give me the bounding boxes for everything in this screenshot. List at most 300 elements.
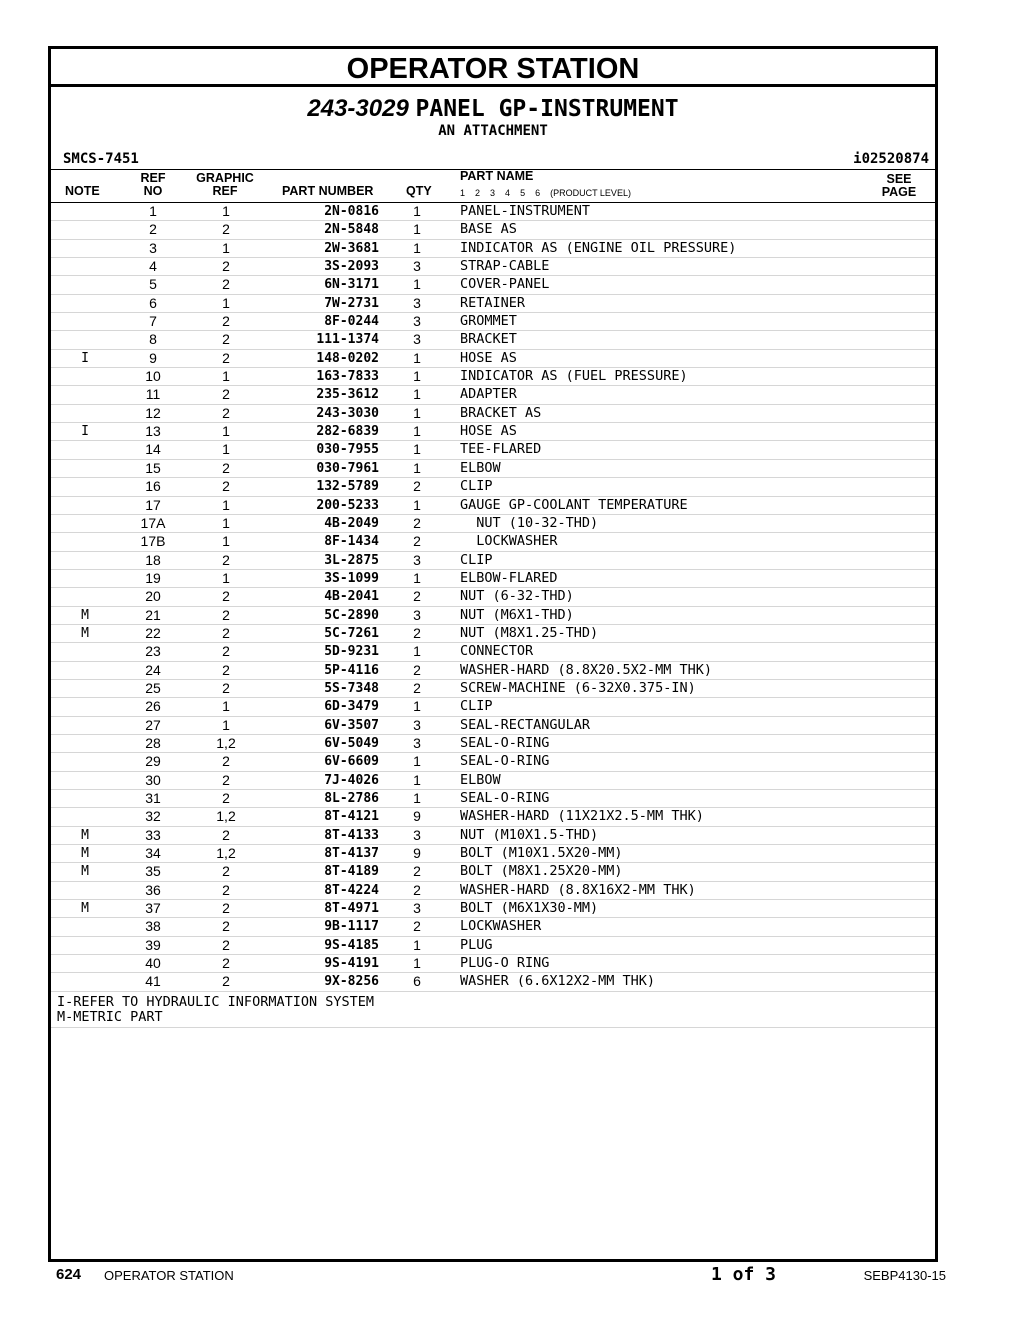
row-part-name: ELBOW-FLARED: [460, 569, 558, 586]
row-part-number: 9S-4185: [324, 937, 379, 953]
row-ref-no: 10: [145, 368, 161, 385]
row-part-number: 8T-4971: [324, 901, 379, 917]
row-ref-no: 21: [145, 606, 161, 623]
table-row: [51, 882, 935, 900]
row-qty: 3: [413, 331, 421, 348]
table-row: [51, 368, 935, 386]
table-row: [51, 625, 935, 643]
row-graphic-ref: 2: [222, 955, 230, 972]
row-note: M: [81, 901, 89, 917]
row-part-name: NUT (M8X1.25-THD): [460, 624, 599, 641]
row-graphic-ref: 2: [222, 404, 230, 421]
row-graphic-ref: 2: [222, 551, 230, 568]
row-qty: 1: [413, 771, 421, 788]
row-part-number: 235-3612: [316, 387, 379, 403]
row-part-number: 243-3030: [316, 405, 379, 421]
level-1: 1: [460, 188, 466, 198]
row-graphic-ref: 2: [222, 826, 230, 843]
table-row: [51, 735, 935, 753]
row-part-number: 3S-1099: [324, 570, 379, 586]
row-graphic-ref: 1: [222, 239, 230, 256]
row-qty: 3: [413, 716, 421, 733]
row-ref-no: 17A: [140, 514, 166, 531]
row-part-number: 8F-1434: [324, 534, 379, 550]
row-ref-no: 24: [145, 661, 161, 678]
table-row: [51, 607, 935, 625]
row-graphic-ref: 1: [222, 569, 230, 586]
row-ref-no: 15: [145, 459, 161, 476]
parts-page-frame: [48, 46, 938, 1262]
level-3: 3: [490, 188, 496, 198]
row-qty: 1: [413, 441, 421, 458]
row-part-name: ELBOW: [460, 771, 501, 788]
row-part-number: 4B-2049: [324, 515, 379, 531]
table-row: [51, 588, 935, 606]
row-graphic-ref: 1: [222, 423, 230, 440]
row-graphic-ref: 2: [222, 881, 230, 898]
notes-block: [51, 992, 935, 1028]
row-qty: 2: [413, 918, 421, 935]
row-qty: 9: [413, 808, 421, 825]
row-ref-no: 36: [145, 881, 161, 898]
row-graphic-ref: 2: [222, 973, 230, 990]
row-qty: 2: [413, 588, 421, 605]
row-part-name: LOCKWASHER: [460, 533, 558, 550]
table-row: [51, 717, 935, 735]
level-6: 6: [535, 188, 541, 198]
row-part-number: 7J-4026: [324, 772, 379, 788]
row-part-name: CLIP: [460, 698, 493, 715]
row-part-number: 5C-7261: [324, 625, 379, 641]
row-part-number: 9S-4191: [324, 956, 379, 972]
row-ref-no: 19: [145, 569, 161, 586]
row-ref-no: 30: [145, 771, 161, 788]
row-part-number: 3S-2093: [324, 259, 379, 275]
row-ref-no: 34: [145, 845, 161, 862]
row-ref-no: 22: [145, 624, 161, 641]
row-qty: 1: [413, 643, 421, 660]
row-note: M: [81, 607, 89, 623]
row-qty: 1: [413, 203, 421, 219]
row-qty: 9: [413, 845, 421, 862]
row-part-name: PANEL-INSTRUMENT: [460, 203, 591, 219]
row-qty: 2: [413, 661, 421, 678]
row-part-number: 8T-4137: [324, 846, 379, 862]
row-ref-no: 16: [145, 478, 161, 495]
row-graphic-ref: 2: [222, 478, 230, 495]
row-part-number: 2N-0816: [324, 204, 379, 219]
row-graphic-ref: 2: [222, 349, 230, 366]
row-part-number: 163-7833: [316, 369, 379, 385]
table-row: [51, 331, 935, 349]
row-part-name: HOSE AS: [460, 423, 517, 440]
row-part-name: CONNECTOR: [460, 643, 534, 660]
row-part-name: INDICATOR AS (FUEL PRESSURE): [460, 368, 688, 385]
row-part-name: WASHER (6.6X12X2-MM THK): [460, 973, 656, 990]
row-part-name: PLUG-O RING: [460, 955, 550, 972]
table-row: [51, 423, 935, 441]
row-part-number: 9X-8256: [324, 974, 379, 990]
row-graphic-ref: 1: [222, 368, 230, 385]
row-part-number: 6V-6609: [324, 754, 379, 770]
row-graphic-ref: 1: [222, 496, 230, 513]
row-ref-no: 7: [149, 313, 157, 330]
row-qty: 1: [413, 368, 421, 385]
row-ref-no: 6: [149, 294, 157, 311]
table-row: [51, 533, 935, 551]
row-part-name: BRACKET: [460, 331, 517, 348]
row-part-name: COVER-PANEL: [460, 276, 550, 293]
row-qty: 2: [413, 881, 421, 898]
row-graphic-ref: 1: [222, 441, 230, 458]
table-row: [51, 478, 935, 496]
row-part-number: 5D-9231: [324, 644, 379, 660]
row-graphic-ref: 2: [222, 459, 230, 476]
row-graphic-ref: 1: [222, 294, 230, 311]
row-part-name: WASHER-HARD (8.8X20.5X2-MM THK): [460, 661, 712, 678]
document-ident: i02520874: [853, 151, 929, 167]
table-row: [51, 240, 935, 258]
table-row: [51, 955, 935, 973]
row-ref-no: 33: [145, 826, 161, 843]
table-row: [51, 900, 935, 918]
table-row: [51, 790, 935, 808]
level-5: 5: [520, 188, 526, 198]
row-part-name: SCREW-MACHINE (6-32X0.375-IN): [460, 679, 696, 696]
row-qty: 1: [413, 790, 421, 806]
row-qty: 2: [413, 679, 421, 696]
table-row: [51, 662, 935, 680]
table-row: [51, 863, 935, 881]
table-row: [51, 221, 935, 239]
row-part-name: CLIP: [460, 478, 493, 495]
row-graphic-ref: 1,2: [216, 845, 236, 862]
note-hydraulic: I-REFER TO HYDRAULIC INFORMATION SYSTEM: [57, 993, 374, 1010]
group-title: [51, 95, 935, 123]
product-levels: [460, 187, 641, 200]
row-graphic-ref: 2: [222, 624, 230, 641]
table-row: [51, 350, 935, 368]
row-part-name: BOLT (M10X1.5X20-MM): [460, 845, 623, 862]
row-part-number: 200-5233: [316, 497, 379, 513]
table-row: [51, 497, 935, 515]
table-row: [51, 643, 935, 661]
row-ref-no: 40: [145, 955, 161, 972]
col-see-page-line2: PAGE: [881, 185, 917, 199]
row-part-number: 8T-4121: [324, 809, 379, 825]
row-qty: 2: [413, 863, 421, 880]
row-ref-no: 4: [149, 258, 157, 275]
row-ref-no: 14: [145, 441, 161, 458]
row-part-name: HOSE AS: [460, 349, 517, 366]
page-of: 1 of 3: [711, 1264, 777, 1285]
row-graphic-ref: 2: [222, 790, 230, 806]
row-part-name: BASE AS: [460, 221, 517, 238]
table-row: [51, 772, 935, 790]
group-part-number: 243-3029: [307, 95, 409, 122]
table-row: [51, 680, 935, 698]
group-subtitle: AN ATTACHMENT: [438, 123, 548, 139]
table-row: [51, 973, 935, 991]
row-ref-no: 20: [145, 588, 161, 605]
row-part-number: 8F-0244: [324, 314, 379, 330]
row-qty: 3: [413, 734, 421, 751]
row-graphic-ref: 1,2: [216, 808, 236, 825]
row-ref-no: 26: [145, 698, 161, 715]
row-part-number: 5S-7348: [324, 680, 379, 696]
table-row: [51, 441, 935, 459]
row-graphic-ref: 1,2: [216, 734, 236, 751]
row-part-number: 6D-3479: [324, 699, 379, 715]
row-part-name: CLIP: [460, 551, 493, 568]
row-ref-no: 23: [145, 643, 161, 660]
table-row: [51, 827, 935, 845]
row-part-number: 9B-1117: [324, 919, 379, 935]
row-part-name: LOCKWASHER: [460, 918, 542, 935]
col-see-page-line1: SEE: [886, 172, 912, 186]
row-graphic-ref: 2: [222, 258, 230, 275]
row-ref-no: 13: [145, 423, 161, 440]
row-note: M: [81, 625, 89, 641]
row-ref-no: 35: [145, 863, 161, 880]
row-part-name: GROMMET: [460, 313, 517, 330]
row-note: M: [81, 846, 89, 862]
row-qty: 3: [413, 900, 421, 917]
row-part-name: TEE-FLARED: [460, 441, 542, 458]
group-part-name: PANEL GP-INSTRUMENT: [415, 96, 679, 122]
col-ref-no-line2: NO: [143, 184, 163, 198]
row-qty: 3: [413, 313, 421, 330]
row-part-name: BOLT (M8X1.25X20-MM): [460, 863, 623, 880]
row-part-name: NUT (10-32-THD): [460, 514, 599, 531]
row-part-name: NUT (6-32-THD): [460, 588, 574, 605]
row-graphic-ref: 1: [222, 533, 230, 550]
row-qty: 1: [413, 239, 421, 256]
row-part-number: 8T-4224: [324, 882, 379, 898]
section-title: OPERATOR STATION: [346, 53, 640, 85]
row-part-name: SEAL-O-RING: [460, 734, 550, 751]
row-part-number: 8L-2786: [324, 791, 379, 806]
row-qty: 1: [413, 936, 421, 953]
page-number: 624: [56, 1266, 82, 1283]
row-qty: 1: [413, 496, 421, 513]
row-graphic-ref: 1: [222, 203, 230, 219]
row-part-number: 148-0202: [316, 350, 379, 366]
row-part-name: NUT (M6X1-THD): [460, 606, 574, 623]
row-graphic-ref: 2: [222, 771, 230, 788]
row-qty: 1: [413, 459, 421, 476]
row-part-name: GAUGE GP-COOLANT TEMPERATURE: [460, 496, 688, 513]
row-graphic-ref: 2: [222, 606, 230, 623]
parts-table: [51, 203, 935, 992]
row-ref-no: 28: [145, 734, 161, 751]
row-part-number: 111-1374: [316, 332, 379, 348]
row-note: M: [81, 827, 89, 843]
row-graphic-ref: 2: [222, 679, 230, 696]
row-part-number: 030-7955: [316, 442, 379, 458]
col-qty: QTY: [406, 184, 432, 198]
row-graphic-ref: 1: [222, 698, 230, 715]
row-graphic-ref: 2: [222, 661, 230, 678]
row-graphic-ref: 2: [222, 753, 230, 770]
row-part-name: ELBOW: [460, 459, 501, 476]
row-qty: 2: [413, 478, 421, 495]
row-qty: 2: [413, 624, 421, 641]
row-qty: 3: [413, 258, 421, 275]
row-qty: 1: [413, 423, 421, 440]
row-qty: 2: [413, 533, 421, 550]
column-header-row: [51, 170, 935, 203]
row-part-name: BRACKET AS: [460, 404, 542, 421]
row-graphic-ref: 2: [222, 900, 230, 917]
row-ref-no: 1: [149, 203, 157, 219]
product-level-label: (PRODUCT LEVEL): [550, 188, 631, 198]
smcs-code: SMCS-7451: [63, 151, 139, 167]
row-part-name: STRAP-CABLE: [460, 258, 550, 275]
row-graphic-ref: 2: [222, 643, 230, 660]
row-qty: 1: [413, 955, 421, 972]
row-graphic-ref: 2: [222, 221, 230, 238]
row-part-number: 6V-5049: [324, 735, 379, 751]
row-qty: 1: [413, 386, 421, 403]
row-part-number: 5C-2890: [324, 607, 379, 623]
row-qty: 1: [413, 404, 421, 421]
table-row: [51, 515, 935, 533]
row-graphic-ref: 2: [222, 386, 230, 403]
table-row: [51, 845, 935, 863]
table-row: [51, 258, 935, 276]
row-part-name: WASHER-HARD (8.8X16X2-MM THK): [460, 881, 696, 898]
row-part-number: 4B-2041: [324, 589, 379, 605]
table-row: [51, 386, 935, 404]
row-qty: 1: [413, 569, 421, 586]
row-qty: 1: [413, 349, 421, 366]
row-graphic-ref: 2: [222, 936, 230, 953]
row-qty: 1: [413, 221, 421, 238]
row-part-name: NUT (M10X1.5-THD): [460, 826, 599, 843]
row-qty: 1: [413, 753, 421, 770]
table-row: [51, 918, 935, 936]
row-part-number: 5P-4116: [324, 662, 379, 678]
row-ref-no: 25: [145, 679, 161, 696]
row-part-name: RETAINER: [460, 294, 526, 311]
table-row: [51, 203, 935, 221]
table-row: [51, 460, 935, 478]
page-footer: [56, 1264, 946, 1287]
col-ref-no: [136, 172, 170, 198]
row-ref-no: 12: [145, 404, 161, 421]
table-row: [51, 698, 935, 716]
row-part-name: PLUG: [460, 936, 493, 953]
row-ref-no: 17: [145, 496, 161, 513]
col-note: NOTE: [65, 184, 100, 198]
row-ref-no: 8: [149, 331, 157, 348]
row-graphic-ref: 1: [222, 514, 230, 531]
row-part-number: 2W-3681: [324, 240, 379, 256]
row-part-number: 2N-5848: [324, 222, 379, 238]
row-ref-no: 31: [145, 790, 161, 806]
row-qty: 3: [413, 294, 421, 311]
row-part-number: 8T-4189: [324, 864, 379, 880]
row-graphic-ref: 1: [222, 716, 230, 733]
row-ref-no: 37: [145, 900, 161, 917]
group-header: [51, 87, 935, 170]
col-see-page: [879, 173, 919, 199]
row-ref-no: 2: [149, 221, 157, 238]
row-ref-no: 29: [145, 753, 161, 770]
row-part-name: ADAPTER: [460, 386, 517, 403]
section-title-bar: [51, 49, 935, 87]
row-qty: 3: [413, 826, 421, 843]
row-ref-no: 11: [145, 386, 161, 403]
table-row: [51, 808, 935, 826]
row-part-name: INDICATOR AS (ENGINE OIL PRESSURE): [460, 239, 737, 256]
row-note: I: [81, 350, 89, 366]
row-ref-no: 5: [149, 276, 157, 293]
row-qty: 1: [413, 698, 421, 715]
row-qty: 2: [413, 514, 421, 531]
level-4: 4: [505, 188, 511, 198]
col-graphic-ref: [191, 172, 259, 198]
row-part-number: 030-7961: [316, 460, 379, 476]
row-part-number: 282-6839: [316, 424, 379, 440]
row-ref-no: 39: [145, 936, 161, 953]
table-row: [51, 276, 935, 294]
table-row: [51, 313, 935, 331]
row-part-number: 3L-2875: [324, 552, 379, 568]
table-row: [51, 570, 935, 588]
row-part-number: 6N-3171: [324, 277, 379, 293]
note-metric: M-METRIC PART: [57, 1008, 163, 1025]
row-qty: 1: [413, 276, 421, 293]
row-graphic-ref: 2: [222, 276, 230, 293]
row-graphic-ref: 2: [222, 863, 230, 880]
col-graphic-ref-line1: GRAPHIC: [196, 171, 254, 185]
row-qty: 3: [413, 551, 421, 568]
row-ref-no: 18: [145, 551, 161, 568]
col-graphic-ref-line2: REF: [212, 184, 238, 198]
row-ref-no: 27: [145, 716, 161, 733]
col-part-name: PART NAME: [460, 169, 534, 183]
row-graphic-ref: 2: [222, 313, 230, 330]
row-ref-no: 41: [145, 973, 161, 990]
row-ref-no: 38: [145, 918, 161, 935]
row-part-name: SEAL-O-RING: [460, 790, 550, 806]
row-part-name: SEAL-RECTANGULAR: [460, 716, 591, 733]
level-2: 2: [475, 188, 481, 198]
row-graphic-ref: 2: [222, 331, 230, 348]
row-note: M: [81, 864, 89, 880]
footer-section: OPERATOR STATION: [104, 1268, 234, 1283]
row-part-number: 8T-4133: [324, 827, 379, 843]
row-ref-no: 3: [149, 239, 157, 256]
table-row: [51, 937, 935, 955]
table-row: [51, 753, 935, 771]
table-row: [51, 295, 935, 313]
row-graphic-ref: 2: [222, 588, 230, 605]
row-part-number: 6V-3507: [324, 717, 379, 733]
row-part-name: SEAL-O-RING: [460, 753, 550, 770]
col-ref-no-line1: REF: [140, 171, 166, 185]
row-qty: 6: [413, 973, 421, 990]
row-qty: 3: [413, 606, 421, 623]
row-part-number: 7W-2731: [324, 295, 379, 311]
document-id: SEBP4130-15: [863, 1268, 946, 1283]
row-graphic-ref: 2: [222, 918, 230, 935]
row-part-number: 132-5789: [316, 479, 379, 495]
row-part-name: BOLT (M6X1X30-MM): [460, 900, 599, 917]
table-row: [51, 405, 935, 423]
